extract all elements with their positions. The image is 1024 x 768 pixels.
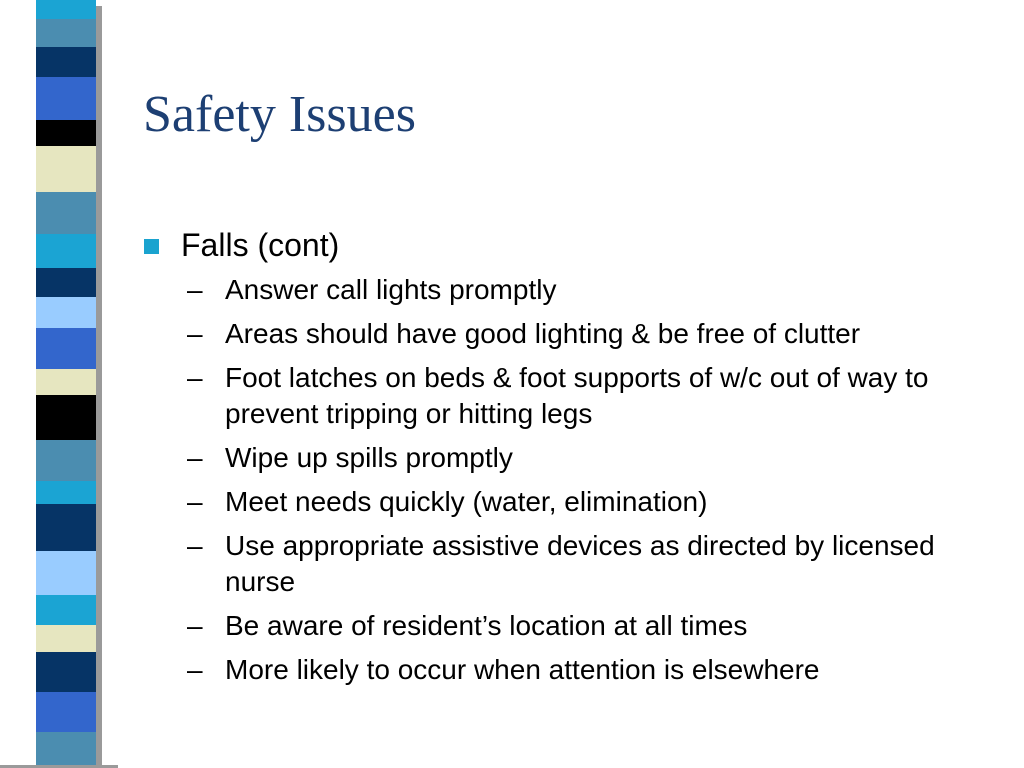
sub-bullet-text: Areas should have good lighting & be free of clutter xyxy=(225,318,861,350)
sub-bullet-item xyxy=(187,652,1003,688)
sub-bullet-item xyxy=(187,360,1003,432)
stripe-segment xyxy=(36,297,96,328)
dash-marker: – xyxy=(187,318,203,350)
dash-marker: – xyxy=(187,442,203,474)
stripe-segment xyxy=(36,268,96,297)
stripe-segment xyxy=(36,0,96,19)
sub-bullet-item xyxy=(187,440,1003,476)
sub-bullet-text: Answer call lights promptly xyxy=(225,274,557,306)
sub-bullet-text: Be aware of resident’s location at all times xyxy=(225,610,748,642)
dash-marker: – xyxy=(187,530,203,562)
stripe-segment xyxy=(36,192,96,234)
sub-bullet-item xyxy=(187,484,1003,520)
stripe-segment xyxy=(36,551,96,595)
stripe-segment xyxy=(36,77,96,120)
decorative-stripe-column xyxy=(36,0,96,768)
stripe-segment xyxy=(36,732,96,768)
stripe-segment xyxy=(36,652,96,692)
sub-bullet-text: Meet needs quickly (water, elimination) xyxy=(225,486,708,518)
sub-bullet-list xyxy=(143,272,1003,688)
sub-bullet-text: Use appropriate assistive devices as directed by licensed nurse xyxy=(225,530,935,598)
sub-bullet-item xyxy=(187,272,1003,308)
stripe-segment xyxy=(36,328,96,369)
stripe-segment xyxy=(36,504,96,551)
stripe-segment xyxy=(36,369,96,395)
stripe-segment xyxy=(36,234,96,268)
sub-bullet-item xyxy=(187,608,1003,644)
stripe-segment xyxy=(36,692,96,732)
bullet-item xyxy=(143,226,1003,264)
stripe-segment xyxy=(36,440,96,481)
stripe-segment xyxy=(36,120,96,146)
dash-marker: – xyxy=(187,274,203,306)
dash-marker: – xyxy=(187,610,203,642)
square-bullet-icon xyxy=(144,239,159,254)
dash-marker: – xyxy=(187,362,203,394)
sub-bullet-item xyxy=(187,316,1003,352)
slide-title: Safety Issues xyxy=(143,86,416,143)
stripe-segment xyxy=(36,395,96,440)
slide-content xyxy=(143,226,1003,696)
dash-marker: – xyxy=(187,654,203,686)
stripe-segment xyxy=(36,595,96,625)
stripe-segment xyxy=(36,146,96,192)
stripe-segment xyxy=(36,19,96,47)
sub-bullet-item xyxy=(187,528,1003,600)
stripe-segment xyxy=(36,47,96,77)
sub-bullet-text: More likely to occur when attention is elsewhere xyxy=(225,654,820,686)
sub-bullet-text: Foot latches on beds & foot supports of w/c out of way to prevent tripping or hitting legs xyxy=(225,362,929,430)
sub-bullet-text: Wipe up spills promptly xyxy=(225,442,513,474)
stripe-segment xyxy=(36,481,96,504)
stripe-segment xyxy=(36,625,96,652)
bullet-text: Falls (cont) xyxy=(181,227,340,263)
dash-marker: – xyxy=(187,486,203,518)
